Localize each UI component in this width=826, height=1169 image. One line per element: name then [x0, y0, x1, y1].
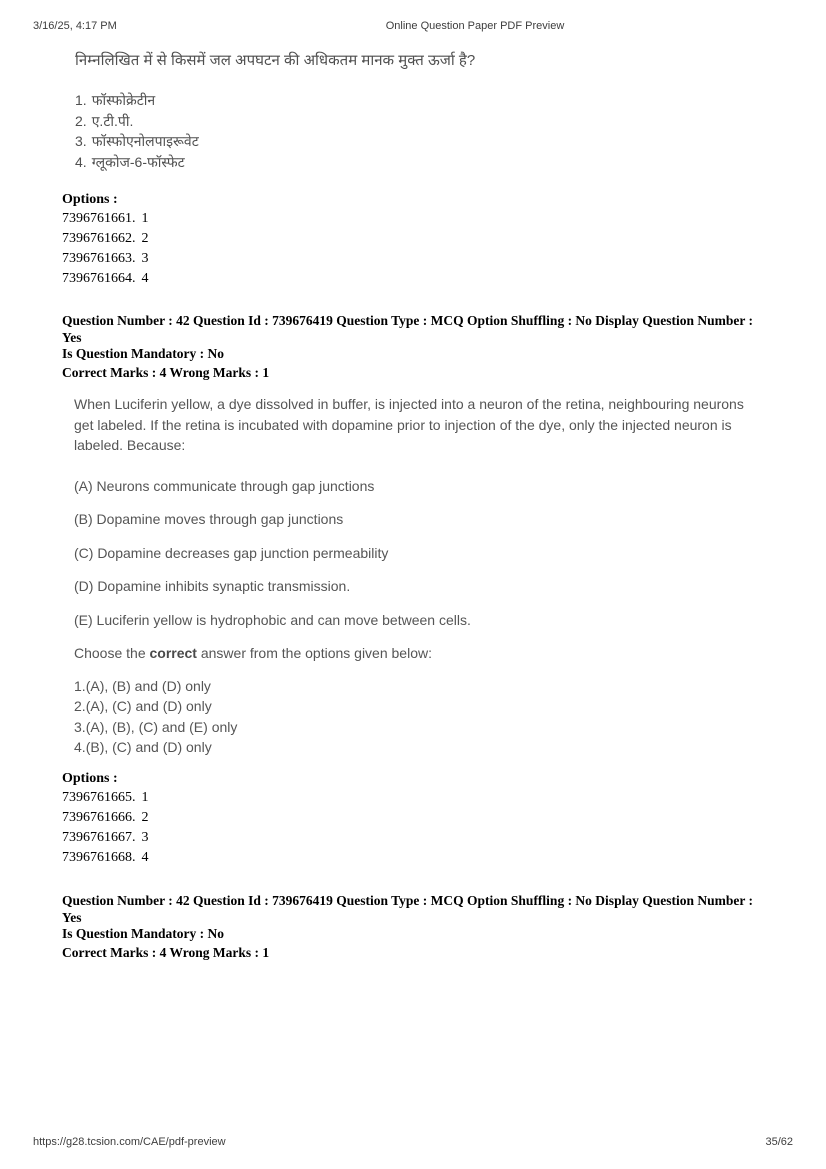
option-id-value: 4: [141, 850, 149, 865]
option-id-row: [62, 828, 462, 848]
metadata-line-2: Is Question Mandatory : No: [62, 346, 225, 361]
option-id-row: [62, 808, 462, 828]
option-number: 4.: [74, 738, 86, 755]
question-hindi-block: [75, 51, 755, 172]
option-id-row: [62, 249, 462, 269]
option-number: 2.: [74, 698, 86, 715]
option-number: 4.: [75, 153, 87, 170]
option-label: फॉस्फोक्रेटीन: [91, 92, 156, 108]
question-option: [74, 676, 746, 696]
option-id-row: [62, 788, 462, 808]
option-label: (B), (C) and (D) only: [85, 738, 212, 755]
question-option: [75, 131, 755, 152]
metadata-marks-line: Correct Marks : 4 Wrong Marks : 1: [62, 364, 270, 380]
question-metadata-block-2: [62, 893, 774, 961]
question-option: [74, 737, 746, 757]
question-statement: (D) Dopamine inhibits synaptic transmission.: [74, 578, 351, 594]
question-hindi-text: निम्नलिखित में से किसमें जल अपघटन की अधिकतम मानक मुक्त ऊर्जा है?: [75, 52, 476, 69]
option-label: (A), (C) and (D) only: [85, 698, 212, 715]
option-number: 1.: [74, 678, 86, 694]
question-option: [75, 90, 755, 111]
choose-instruction: [74, 643, 746, 663]
option-id-row: [62, 229, 462, 249]
question-metadata-block-1: [62, 313, 774, 381]
option-id: 7396761661.: [62, 211, 136, 226]
choose-bold-word: correct: [149, 645, 197, 661]
choose-prefix: Choose the: [74, 645, 150, 661]
print-header-datetime: 3/16/25, 4:17 PM: [33, 20, 117, 32]
option-label: (A), (B), (C) and (E) only: [85, 718, 238, 735]
question-option: [75, 111, 755, 132]
option-label: ग्लूकोज-6-फॉस्फेट: [91, 153, 185, 170]
question-english-options: [74, 676, 746, 757]
option-id-value: 4: [141, 271, 149, 286]
option-number: 3.: [75, 133, 87, 149]
question-option: [74, 696, 746, 716]
options-heading: Options :: [62, 771, 118, 786]
print-header-title: Online Question Paper PDF Preview: [385, 20, 565, 32]
option-id: 7396761666.: [62, 810, 136, 825]
option-id-value: 1: [141, 211, 149, 226]
metadata-line-2: Is Question Mandatory : No: [62, 926, 225, 941]
option-id: 7396761665.: [62, 790, 136, 805]
question-statement: (E) Luciferin yellow is hydrophobic and can move between cells.: [74, 611, 471, 628]
option-id-value: 3: [141, 830, 149, 845]
question-english-block: [74, 394, 746, 757]
options-id-block-2: [62, 770, 462, 868]
option-id: 7396761662.: [62, 231, 136, 246]
option-label: फॉस्फोएनोलपाइरूवेट: [91, 133, 199, 149]
option-label: (A), (B) and (D) only: [85, 678, 211, 694]
question-hindi-options: [75, 90, 755, 172]
question-option: [74, 717, 746, 737]
question-option: [75, 152, 755, 173]
print-footer-url: https://g28.tcsion.com/CAE/pdf-preview: [33, 1136, 226, 1148]
option-label: ए.टी.पी.: [91, 112, 134, 129]
question-english-text: When Luciferin yellow, a dye dissolved in buffer, is injected into a neuron of the retina, neighbouring neurons get labeled. If the retina is incubated with dopamine prior to injection of the dye, only the injected neuron is labeled. Because:: [74, 396, 744, 453]
option-number: 1.: [75, 92, 87, 108]
metadata-line-1: Question Number : 42 Question Id : 739676419 Question Type : MCQ Option Shuffling : No Display Question Number : Yes: [62, 893, 753, 925]
choose-suffix: answer from the options given below:: [196, 645, 432, 661]
option-id: 7396761663.: [62, 251, 136, 266]
option-id: 7396761664.: [62, 271, 136, 286]
option-id-value: 2: [141, 231, 149, 246]
options-id-block-1: [62, 191, 462, 289]
print-footer-page-number: 35/62: [765, 1136, 793, 1148]
question-statement: (A) Neurons communicate through gap junctions: [74, 477, 375, 494]
option-number: 3.: [74, 718, 86, 735]
question-statement: (C) Dopamine decreases gap junction permeability: [74, 544, 389, 561]
option-id: 7396761667.: [62, 830, 136, 845]
option-number: 2.: [75, 112, 87, 129]
option-id-value: 1: [141, 790, 149, 805]
option-id-value: 2: [141, 810, 149, 825]
metadata-line-1: Question Number : 42 Question Id : 739676419 Question Type : MCQ Option Shuffling : No Display Question Number : Yes: [62, 313, 753, 345]
option-id-row: [62, 848, 462, 868]
option-id-value: 3: [141, 251, 149, 266]
options-heading: Options :: [62, 192, 118, 207]
question-statement: (B) Dopamine moves through gap junctions: [74, 511, 344, 527]
option-id: 7396761668.: [62, 850, 136, 865]
metadata-marks-line: Correct Marks : 4 Wrong Marks : 1: [62, 944, 270, 960]
option-id-row: [62, 209, 462, 229]
option-id-row: [62, 269, 462, 289]
